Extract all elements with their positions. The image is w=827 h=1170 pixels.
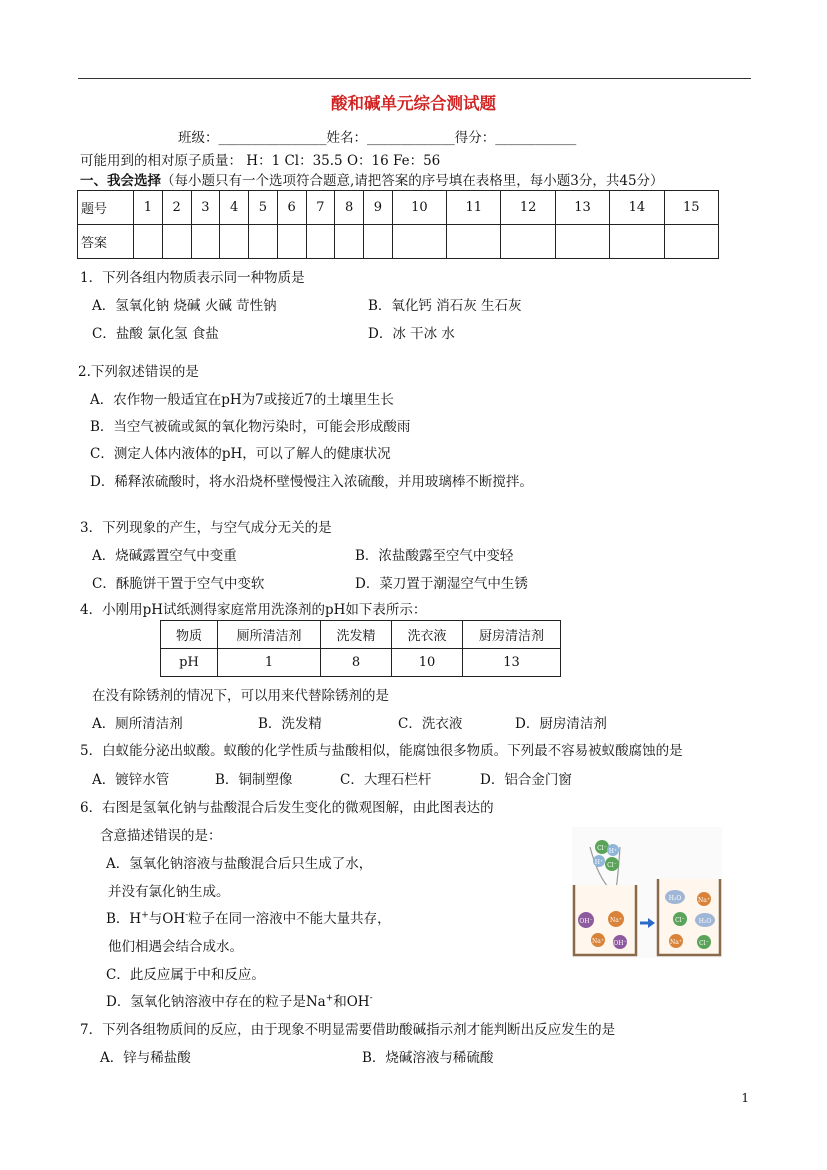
q5-option-b: B．铜制塑像 (215, 772, 293, 788)
q3-stem: 3．下列现象的产生，与空气成分无关的是 (80, 520, 332, 536)
q3-option-d: D．菜刀置于潮湿空气中生锈 (355, 576, 528, 592)
q1-stem: 1．下列各组内物质表示同一种物质是 (80, 270, 305, 286)
q5-option-d: D．铝合金门窗 (480, 772, 572, 788)
answer-cell[interactable] (306, 225, 335, 259)
reaction-arrow-head-icon (648, 918, 655, 928)
question-number: 15 (664, 191, 718, 225)
ph-table-header (161, 621, 561, 649)
answer-cell[interactable] (277, 225, 306, 259)
q2-option-b: B．当空气被硫或氮的氧化物污染时，可能会形成酸雨 (90, 419, 411, 435)
q6-option-a: A．氢氧化钠溶液与盐酸混合后只生成了水， (106, 856, 373, 872)
section-title: 一、我会选择 (80, 173, 161, 189)
q2-option-d: D．稀释浓硫酸时，将水沿烧杯壁慢慢注入浓硫酸，并用玻璃棒不断搅拌。 (90, 474, 533, 490)
q3-option-a: A．烧碱露置空气中变重 (92, 548, 237, 564)
q5-option-c: C．大理石栏杆 (340, 772, 432, 788)
q2-stem: 2.下列叙述错误的是 (78, 364, 199, 380)
q5-option-a: A．镀锌水管 (92, 772, 170, 788)
section-description: （每小题只有一个选项符合题意,请把答案的序号填在表格里，每小题3分，共45分） (161, 173, 664, 189)
answer-cell[interactable] (364, 225, 393, 259)
q6-d-part: 和OH (333, 994, 370, 1010)
q2-option-a: A．农作物一般适宜在pH为7或接近7的土壤里生长 (90, 392, 394, 408)
q1-option-a: A．氢氧化钠 烧碱 火碱 苛性钠 (92, 298, 277, 314)
q7-option-b: B．烧碱溶液与稀硫酸 (362, 1050, 494, 1066)
ph-cell: 8 (321, 649, 392, 677)
q6-b-part: B．H (106, 911, 142, 927)
ion-label: H₂O (698, 918, 712, 925)
ph-table-row (161, 649, 561, 677)
ion-label: Cl⁻ (607, 862, 617, 869)
ion-label: Cl⁻ (597, 845, 607, 852)
ph-header-cell: 洗发精 (321, 621, 392, 649)
q6-d-sup: - (369, 993, 373, 1004)
q6-d-sup: + (325, 993, 334, 1004)
q3-option-c: C．酥脆饼干置于空气中变软 (92, 576, 265, 592)
answer-cell[interactable] (335, 225, 364, 259)
answer-cell[interactable] (220, 225, 249, 259)
q4-option-b: B．洗发精 (258, 716, 322, 732)
reaction-diagram (572, 827, 722, 958)
question-number: 5 (249, 191, 278, 225)
answer-cell[interactable] (664, 225, 718, 259)
q6-option-d (106, 990, 373, 1010)
question-number: 13 (555, 191, 609, 225)
answer-cell[interactable] (555, 225, 609, 259)
q4-option-a: A．厕所清洁剂 (92, 716, 183, 732)
ion-label: Na⁺ (610, 917, 622, 924)
question-number: 12 (501, 191, 555, 225)
q7-stem: 7．下列各组物质间的反应，由于现象不明显需要借助酸碱指示剂才能判断出反应发生的是 (80, 1022, 616, 1038)
ion-label: Cl⁻ (699, 940, 709, 947)
ph-table (160, 620, 561, 677)
question-number: 9 (364, 191, 393, 225)
q6-b-part: 与OH (148, 911, 186, 927)
q6-b-sup: + (141, 910, 149, 921)
answer-cell[interactable] (249, 225, 278, 259)
q4-follow: 在没有除锈剂的情况下，可以用来代替除锈剂的是 (92, 688, 389, 704)
question-number: 2 (162, 191, 191, 225)
ion-label: H₂O (668, 895, 682, 902)
ph-cell: 10 (392, 649, 463, 677)
q1-option-c: C．盐酸 氯化氢 食盐 (92, 326, 219, 342)
ph-header-cell: 厨房清洁剂 (463, 621, 561, 649)
ion-label: Na⁺ (698, 897, 710, 904)
row-label: 题号 (78, 191, 134, 225)
q4-stem: 4．小刚用pH试纸测得家庭常用洗涤剂的pH如下表所示： (80, 602, 427, 618)
answer-cell[interactable] (134, 225, 163, 259)
ph-cell: 1 (218, 649, 321, 677)
question-number: 4 (220, 191, 249, 225)
answer-cell[interactable] (501, 225, 555, 259)
atomic-masses: 可能用到的相对原子质量： H：1 Cl：35.5 O：16 Fe：56 (80, 153, 441, 169)
question-number: 3 (191, 191, 220, 225)
answer-cell[interactable] (610, 225, 664, 259)
ion-label: Na⁺ (592, 938, 604, 945)
q6-d-part: D．氢氧化钠溶液中存在的粒子是Na (106, 994, 326, 1010)
ion-label: OH⁻ (613, 940, 627, 947)
q6-stem-cont: 含意描述错误的是： (100, 828, 222, 844)
question-number: 1 (134, 191, 163, 225)
question-number: 7 (306, 191, 335, 225)
q6-option-b-cont: 他们相遇会结合成水。 (108, 939, 243, 955)
q6-stem: 6．右图是氢氧化钠与盐酸混合后发生变化的微观图解，由此图表达的 (80, 800, 494, 816)
q1-option-b: B．氧化钙 消石灰 生石灰 (368, 298, 522, 314)
student-info-line: 班级：________________姓名：_____________得分：____________ (178, 130, 577, 146)
ion-label: H⁺ (608, 848, 618, 855)
answer-cell[interactable] (162, 225, 191, 259)
section-heading (80, 169, 664, 189)
header-rule (78, 78, 751, 79)
q2-option-c: C．测定人体内液体的pH，可以了解人的健康状况 (90, 446, 391, 462)
ph-cell: pH (161, 649, 218, 677)
ph-cell: 13 (463, 649, 561, 677)
q6-option-c: C．此反应属于中和反应。 (106, 967, 265, 983)
q3-option-b: B．浓盐酸露至空气中变轻 (355, 548, 514, 564)
ph-header-cell: 厕所清洁剂 (218, 621, 321, 649)
q6-option-b (106, 907, 391, 927)
q6-option-a-cont: 并没有氯化钠生成。 (108, 884, 230, 900)
row-label: 答案 (78, 225, 134, 259)
question-number: 6 (277, 191, 306, 225)
answer-cell[interactable] (447, 225, 501, 259)
reaction-diagram-svg (572, 827, 722, 958)
ion-label: Cl⁻ (675, 917, 685, 924)
q1-option-d: D．冰 干冰 水 (368, 326, 455, 342)
question-number: 11 (447, 191, 501, 225)
ph-header-cell: 物质 (161, 621, 218, 649)
ion-label: Na⁺ (670, 939, 682, 946)
ion-label: OH⁻ (579, 918, 593, 925)
q6-b-part: 粒子在同一溶液中不能大量共存， (188, 911, 391, 927)
answer-cell[interactable] (392, 225, 446, 259)
q4-option-c: C．洗衣液 (398, 716, 463, 732)
q7-option-a: A．锌与稀盐酸 (100, 1050, 191, 1066)
question-number: 8 (335, 191, 364, 225)
ph-header-cell: 洗衣液 (392, 621, 463, 649)
answer-row (78, 225, 719, 259)
answer-cell[interactable] (191, 225, 220, 259)
question-number: 10 (392, 191, 446, 225)
question-number-row (78, 191, 719, 225)
page-number: 1 (741, 1091, 749, 1105)
q4-option-d: D．厨房清洁剂 (515, 716, 607, 732)
question-number: 14 (610, 191, 664, 225)
q6-b-sup: - (185, 910, 189, 921)
page-title: 酸和碱单元综合测试题 (331, 94, 496, 113)
answer-table (77, 190, 719, 259)
q5-stem: 5．白蚁能分泌出蚁酸。蚁酸的化学性质与盐酸相似，能腐蚀很多物质。下列最不容易被蚁酸腐蚀的是 (80, 743, 683, 759)
ion-label: H⁺ (594, 859, 604, 866)
